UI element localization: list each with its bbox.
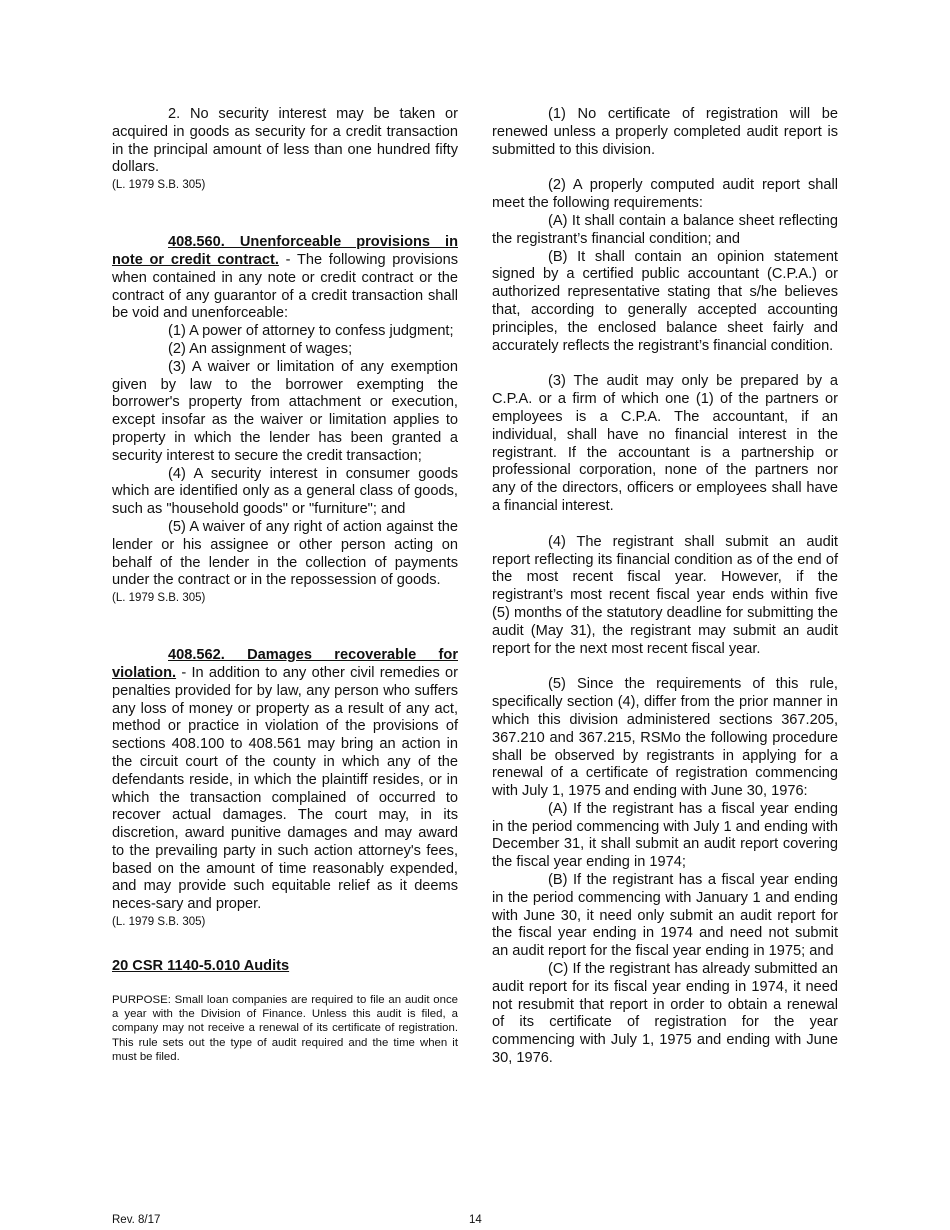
citation: (L. 1979 S.B. 305)	[112, 179, 206, 192]
list-item: (4) A security interest in consumer goods which are identified only as a general class of goods, such as "household goods" or "furniture"; and	[112, 465, 458, 518]
revision-date: Rev. 8/17	[112, 1214, 161, 1226]
citation: (L. 1979 S.B. 305)	[112, 916, 206, 929]
rule-paragraph-4: (4) The registrant shall submit an audit report reflecting its financial condition as of the end of the most recent fiscal year. However, if the registrant’s most recent fiscal year ends within five (5) months of the statutory deadline for submitting the audit (May 31), the registrant may submit an audit report for the next most recent fiscal year.	[492, 533, 838, 657]
section-408-562	[112, 647, 458, 914]
section-408-562-title: 408.562. Damages recoverable for violation.	[112, 647, 458, 681]
rule-paragraph-1: (1) No certificate of registration will be renewed unless a properly completed audit report is submitted to this division.	[492, 106, 838, 158]
list-item: (3) A waiver or limitation of any exemption given by law to the borrower exempting the borrower's property from attachment or execution, except insofar as the waiver or limitation applies to property in which the lender has been granted a security interest to secure the credit transaction;	[112, 358, 458, 464]
section-408-553-paragraph-2: 2. No security interest may be taken or acquired in goods as security for a credit transaction in the principal amount of less than one hundred fifty dollars.	[112, 106, 458, 176]
page-number: 14	[469, 1214, 482, 1226]
citation: (L. 1979 S.B. 305)	[112, 592, 206, 605]
list-item: (2) An assignment of wages;	[168, 340, 353, 357]
section-408-560-intro: - The following provisions when contained in any note or credit contract or the contract of any guarantor of a credit transaction shall be void and unenforceable:	[112, 251, 459, 322]
rule-paragraph-5: (5) Since the requirements of this rule, specifically section (4), differ from the prior manner in which this division administered sections 367.205, 367.210 and 367.215, RSMo the following procedure shall be observed by registrants in applying for a renewal of a certificate of registration commencing with July 1, 1975 and ending with June 30, 1976:	[492, 676, 838, 800]
rule-purpose: PURPOSE: Small loan companies are required to file an audit once a year with the Division of Finance. Unless this audit is filed, a company may not receive a renewal of its certificate of registration. This rule sets out the type of audit required and the time when it must be filed.	[112, 994, 458, 1063]
rule-paragraph-3: (3) The audit may only be prepared by a C.P.A. or a firm of which one (1) of the partners or employees is a C.P.A. The accountant, if an individual, shall have no financial interest in the registrant. If the accountant is a partnership or professional corporation, none of the partners nor any of the directors, officers or employees shall have a financial interest.	[492, 373, 838, 514]
section-408-562-body: - In addition to any other civil remedies or penalties provided for by law, any person who suffers any loss of money or property as a result of any act, method or practice in violation of the provisions of sections 408.100 to 408.561 may bring an action in the circuit court of the county in which any of the defendants reside, in which the plaintiff resides, or in which the transaction complained of occurred to recover actual damages. The court may, in its discretion, award punitive damages and may award to the prevailing party in such action attorney's fees, based on the amount of time reasonably expended, and may provide such equitable relief as it deems neces-sary and proper.	[112, 664, 458, 913]
rule-paragraph-2a: (A) It shall contain a balance sheet reflecting the registrant’s financial condition; and	[492, 212, 838, 247]
rule-paragraph-5b: (B) If the registrant has a fiscal year ending in the period commencing with January 1 and ending with June 30, it need only submit an audit report for the fiscal year ending in 1974 and need not submit an audit report for the fiscal year ending in 1975; and	[492, 872, 838, 960]
rule-paragraph-2: (2) A properly computed audit report shall meet the following requirements:	[492, 177, 838, 212]
rule-paragraph-5a: (A) If the registrant has a fiscal year ending in the period commencing with July 1 and ending with December 31, it shall submit an audit report covering the fiscal year ending in 1974;	[492, 800, 838, 871]
section-408-560-title: 408.560. Unenforceable provisions in note or credit contract.	[112, 234, 458, 268]
list-item: (1) A power of attorney to confess judgment;	[168, 323, 454, 340]
rule-title: 20 CSR 1140-5.010 Audits	[112, 958, 290, 975]
left-column	[112, 106, 458, 1064]
right-column	[492, 106, 838, 1068]
list-item: (5) A waiver of any right of action against the lender or his assignee or other person acting on behalf of the lender in the collection of payments under the contract or in the repossession of goods.	[112, 518, 458, 589]
section-408-560	[112, 234, 458, 323]
rule-paragraph-5c: (C) If the registrant has already submitted an audit report for its fiscal year ending in 1974, it need not resubmit that report in order to obtain a renewal of its certificate of registration for the year commencing with July 1, 1975 and ending with June 30, 1976.	[492, 961, 838, 1067]
rule-paragraph-2b: (B) It shall contain an opinion statement signed by a certified public accountant (C.P.A.) or authorized representative stating that s/he believes that, according to generally accepted accounting principles, the enclosed balance sheet fairly and accurately reflects the registrant’s financial condition.	[492, 248, 838, 354]
